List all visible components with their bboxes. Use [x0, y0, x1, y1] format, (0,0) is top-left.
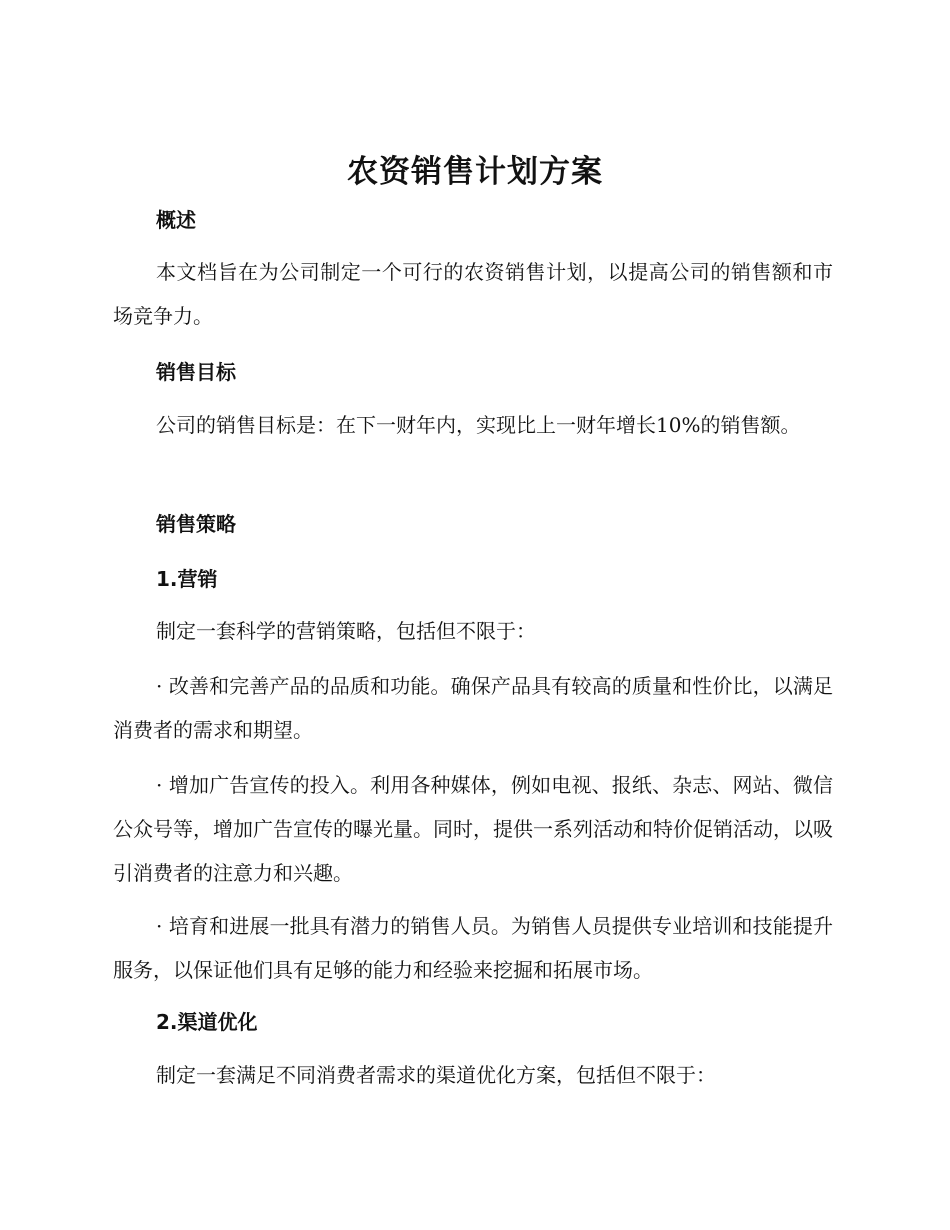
marketing-heading: 1.营销	[156, 567, 218, 591]
marketing-bullet-quality: · 改善和完善产品的品质和功能。确保产品具有较高的质量和性价比，以满足消费者的需求和期望。	[113, 674, 833, 742]
overview-heading: 概述	[156, 208, 196, 232]
sales-goal-heading: 销售目标	[156, 360, 236, 384]
channel-optimization-heading: 2.渠道优化	[156, 1010, 258, 1034]
channel-optimization-intro: 制定一套满足不同消费者需求的渠道优化方案，包括但不限于：	[156, 1063, 716, 1087]
sales-strategy-heading: 销售策略	[156, 512, 236, 536]
overview-paragraph: 本文档旨在为公司制定一个可行的农资销售计划，以提高公司的销售额和市场竞争力。	[113, 260, 833, 328]
marketing-bullet-advertising: · 增加广告宣传的投入。利用各种媒体，例如电视、报纸、杂志、网站、微信公众号等，增加广告宣传的曝光量。同时，提供一系列活动和特价促销活动，以吸引消费者的注意力和兴趣。	[113, 773, 833, 885]
document-title: 农资销售计划方案	[347, 154, 603, 190]
sales-goal-paragraph: 公司的销售目标是：在下一财年内，实现比上一财年增长10%的销售额。	[156, 413, 801, 437]
marketing-bullet-sales-staff: · 培育和进展一批具有潜力的销售人员。为销售人员提供专业培训和技能提升服务，以保证他们具有足够的能力和经验来挖掘和拓展市场。	[113, 914, 833, 982]
marketing-intro: 制定一套科学的营销策略，包括但不限于：	[156, 619, 536, 643]
